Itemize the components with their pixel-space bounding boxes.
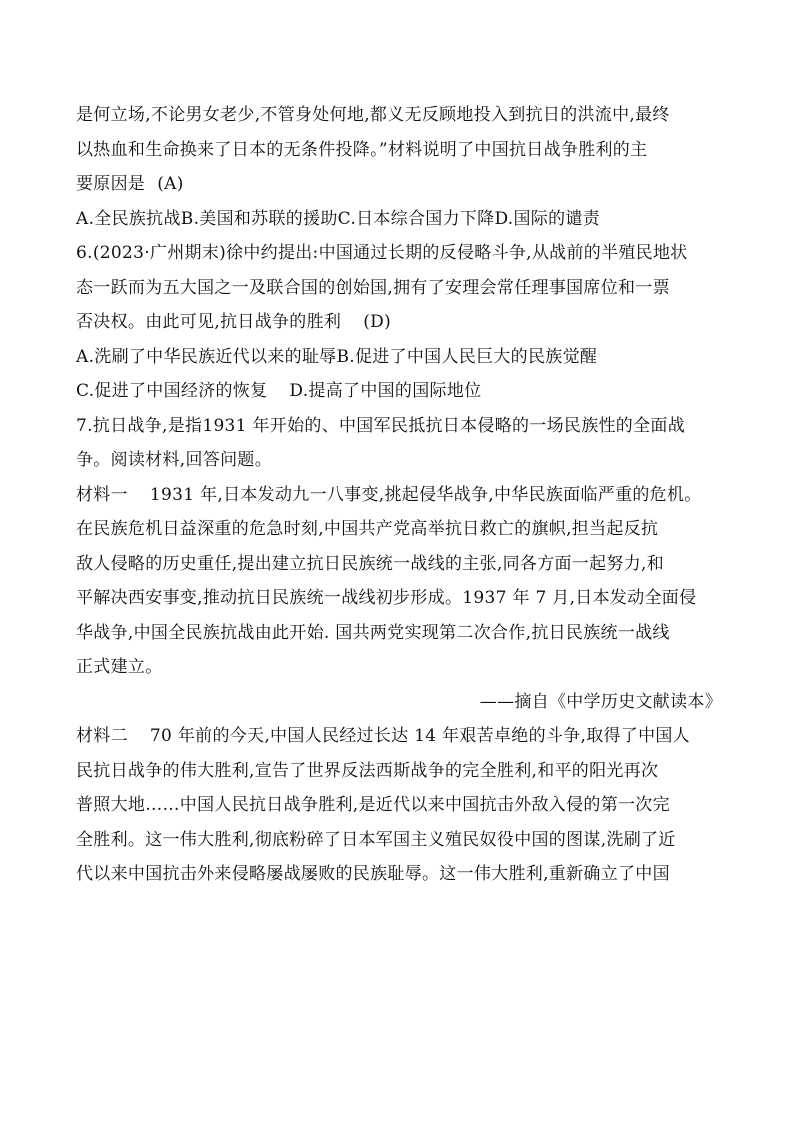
material-1-line-1 xyxy=(76,478,726,513)
q6-option-c: C.促进了中国经济的恢复 xyxy=(76,381,268,401)
q6-stem-end: 否决权。由此可见,抗日战争的胜利 xyxy=(76,312,342,332)
q6-text-line-2: 态一跃而为五大国之一及联合国的创始国,拥有了安理会常任理事国席位和一票 xyxy=(76,277,670,298)
material-1-line-4: 平解决西安事变,推动抗日民族统一战线初步形成。1937 年 7 月,日本发动全面侵 xyxy=(76,588,697,608)
q5-text-line-2: 以热血和生命换来了日本的无条件投降。”材料说明了中国抗日战争胜利的主 xyxy=(76,139,648,160)
material-1-line-3: 敌人侵略的历史重任,提出建立抗日民族统一战线的主张,同各方面一起努力,和 xyxy=(76,553,665,574)
q6-text-line-3 xyxy=(76,305,726,340)
material-2-line-4: 全胜利。这一伟大胜利,彻底粉碎了日本军国主义殖民奴役中国的图谋,洗刷了近 xyxy=(76,829,676,850)
q5-answer: (A) xyxy=(157,174,184,194)
q6-option-d: D.提高了中国的国际地位 xyxy=(289,381,482,401)
material-1-label: 材料一 xyxy=(76,484,128,505)
material-2-line-3: 普照大地……中国人民抗日战争胜利,是近代以来中国抗击外敌入侵的第一次完 xyxy=(76,795,670,815)
material-2-line-2: 民抗日战争的伟大胜利,宣告了世界反法西斯战争的完全胜利,和平的阳光再次 xyxy=(76,760,659,781)
material-2-label: 材料二 xyxy=(76,726,128,746)
q5-options: A.全民族抗战B.美国和苏联的援助C.日本综合国力下降D.国际的谴责 xyxy=(76,208,601,229)
material-2-line-5: 代以来中国抗击外来侵略屡战屡败的民族耻辱。这一伟大胜利,重新确立了中国 xyxy=(76,864,670,884)
material-1-source: ——摘自《中学历史文献读本》 xyxy=(479,691,722,712)
q5-text-line-1: 是何立场,不论男女老少,不管身处何地,都义无反顾地投入到抗日的洪流中,最终 xyxy=(76,105,670,125)
q5-text-line-3 xyxy=(76,167,726,202)
q6-answer: (D) xyxy=(363,312,391,332)
material-1-text: 1931 年,日本发动九一八事变,挑起侵华战争,中华民族面临严重的危机。 xyxy=(149,484,702,505)
q6-options-line-1: A.洗刷了中华民族近代以来的耻辱B.促进了中国人民巨大的民族觉醒 xyxy=(76,346,598,367)
q5-stem-end: 要原因是 xyxy=(76,174,146,194)
material-2-text: 70 年前的今天,中国人民经过长达 14 年艰苦卓绝的斗争,取得了中国人 xyxy=(149,726,690,746)
q7-text-line-2: 争。阅读材料,回答问题。 xyxy=(76,450,273,470)
material-1-line-2: 在民族危机日益深重的危急时刻,中国共产党高举抗日救亡的旗帜,担当起反抗 xyxy=(76,519,659,539)
material-2-line-1 xyxy=(76,719,726,754)
document-page xyxy=(76,98,726,892)
material-1-line-5: 华战争,中国全民族抗战由此开始. 国共两党实现第二次合作,抗日民族统一战线 xyxy=(76,622,670,643)
material-1-line-6: 正式建立。 xyxy=(76,657,163,677)
q6-text-line-1: 6.(2023·广州期末)徐中约提出:中国通过长期的反侵略斗争,从战前的半殖民地状 xyxy=(76,243,688,263)
q7-text-line-1: 7.抗日战争,是指1931 年开始的、中国军民抵抗日本侵略的一场民族性的全面战 xyxy=(76,415,685,436)
q6-options-line-2 xyxy=(76,374,726,409)
